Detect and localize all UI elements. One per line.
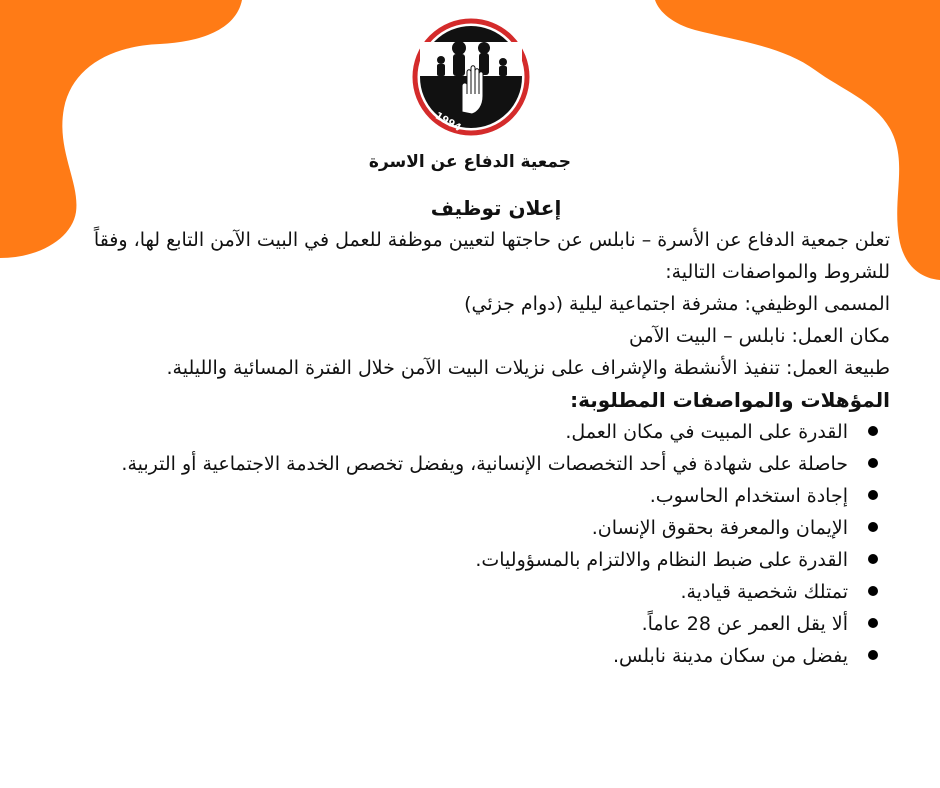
requirement-text: يفضل من سكان مدينة نابلس.	[613, 645, 848, 667]
list-item	[22, 480, 848, 512]
organization-name: جمعية الدفاع عن الاسرة	[368, 152, 572, 172]
requirement-text: ألا يقل العمر عن 28 عاماً.	[641, 613, 848, 635]
requirement-text: تمتلك شخصية قيادية.	[680, 581, 848, 603]
organization-logo	[410, 16, 532, 138]
bullet-icon	[868, 554, 878, 564]
requirements-heading: المؤهلات والمواصفات المطلوبة:	[570, 388, 890, 412]
list-item	[22, 544, 848, 576]
list-item	[22, 576, 848, 608]
list-item	[22, 608, 848, 640]
work-location-line: مكان العمل: نابلس – البيت الآمن	[629, 325, 890, 347]
requirement-text: الإيمان والمعرفة بحقوق الإنسان.	[591, 517, 848, 539]
logo-year-ring	[410, 16, 532, 138]
requirement-text: القدرة على ضبط النظام والالتزام بالمسؤوليات.	[475, 549, 848, 571]
bullet-icon	[868, 522, 878, 532]
list-item	[22, 448, 848, 480]
bullet-icon	[868, 586, 878, 596]
announcement-body	[22, 192, 890, 672]
bullet-icon	[868, 426, 878, 436]
bullet-icon	[868, 458, 878, 468]
list-item	[22, 640, 848, 672]
requirement-text: القدرة على المبيت في مكان العمل.	[565, 421, 848, 443]
bullet-icon	[868, 618, 878, 628]
list-item	[22, 416, 848, 448]
logo-year: 1994	[433, 110, 463, 134]
announcement-title: إعلان توظيف	[430, 196, 562, 220]
bullet-icon	[868, 490, 878, 500]
requirement-text: حاصلة على شهادة في أحد التخصصات الإنسانية، ويفضل تخصص الخدمة الاجتماعية أو التربية.	[121, 453, 848, 475]
list-item	[22, 512, 848, 544]
requirements-list	[22, 416, 890, 672]
intro-paragraph: تعلن جمعية الدفاع عن الأسرة – نابلس عن حاجتها لتعيين موظفة للعمل في البيت الآمن التابع لها، وفقاً للشروط والمواصفات التالية:	[93, 229, 890, 283]
requirement-text: إجادة استخدام الحاسوب.	[649, 485, 848, 507]
bullet-icon	[868, 650, 878, 660]
job-title-line: المسمى الوظيفي: مشرفة اجتماعية ليلية (دوام جزئي)	[464, 293, 890, 315]
work-nature-line: طبيعة العمل: تنفيذ الأنشطة والإشراف على نزيلات البيت الآمن خلال الفترة المسائية والليلية.	[166, 357, 890, 379]
